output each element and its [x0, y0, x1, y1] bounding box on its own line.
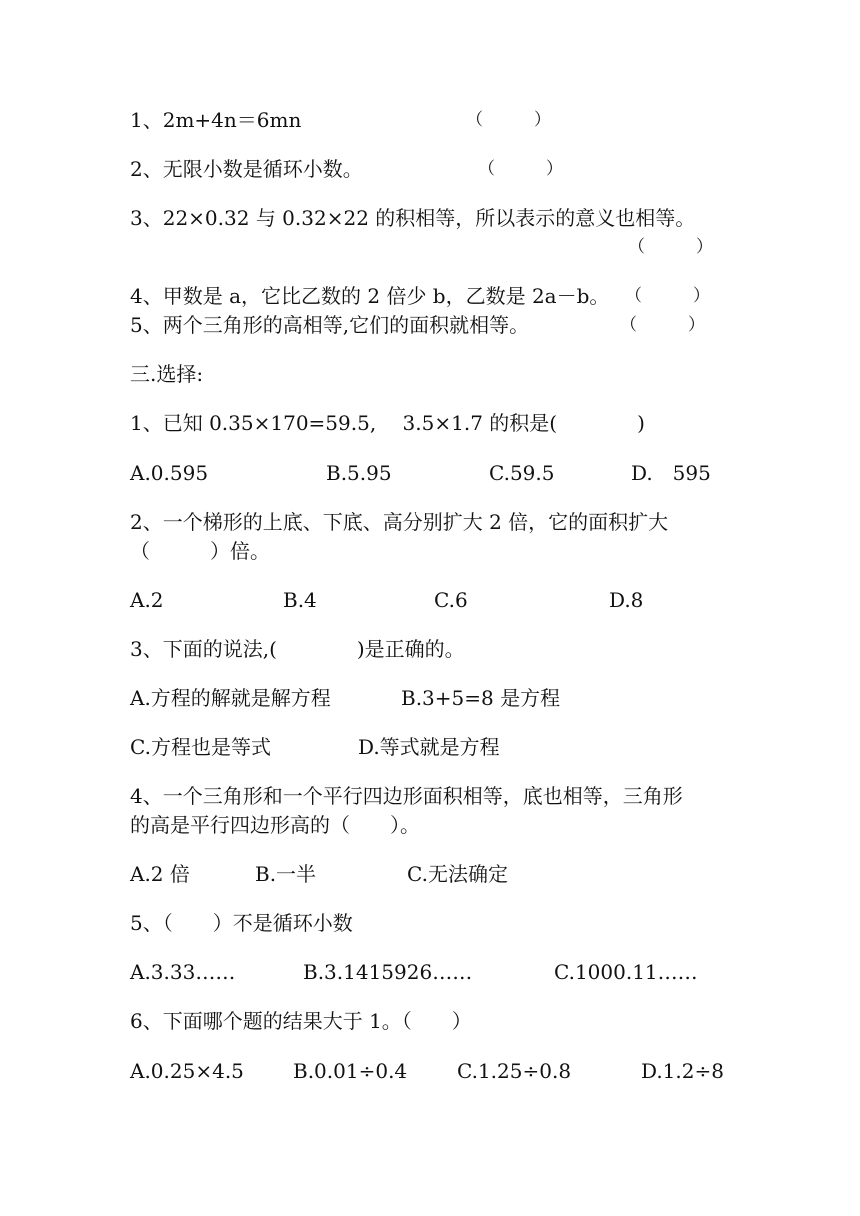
judge-q1-answer-blank[interactable]: （ ）: [466, 110, 551, 130]
choice-q5-text: 5、（ ）不是循环小数: [130, 911, 353, 935]
judge-q3-answer-blank[interactable]: （ ）: [628, 237, 713, 257]
choice-q3-option-b[interactable]: B.3+5=8 是方程: [401, 686, 561, 710]
choice-q4-option-a[interactable]: A.2 倍: [130, 862, 190, 886]
choice-q4-text-line1: 4、一个三角形和一个平行四边形面积相等，底也相等，三角形: [130, 784, 683, 808]
choice-q1-option-c[interactable]: C.59.5: [489, 461, 555, 485]
choice-q2-text-line2: （ ）倍。: [130, 539, 270, 563]
choice-q4-option-b[interactable]: B.一半: [255, 862, 317, 886]
choice-q6-text: 6、下面哪个题的结果大于 1。（ ）: [130, 1009, 472, 1033]
judge-q5-text: 5、两个三角形的高相等,它们的面积就相等。: [130, 313, 530, 337]
choice-q1-text: 1、已知 0.35×170=59.5, 3.5×1.7 的积是( ): [130, 411, 645, 435]
choice-q3-option-d[interactable]: D.等式就是方程: [358, 735, 500, 759]
choice-q3-text: 3、下面的说法,( )是正确的。: [130, 637, 465, 661]
judge-q2-answer-blank[interactable]: （ ）: [478, 159, 563, 179]
judge-q1-text: 1、2m+4n＝6mn: [130, 108, 302, 132]
choice-q2-text-line1: 2、一个梯形的上底、下底、高分别扩大 2 倍，它的面积扩大: [130, 510, 669, 534]
judge-q3-text: 3、22×0.32 与 0.32×22 的积相等，所以表示的意义也相等。: [130, 206, 696, 230]
choice-q2-option-d[interactable]: D.8: [609, 588, 644, 612]
choice-q3-option-a[interactable]: A.方程的解就是解方程: [130, 686, 331, 710]
choice-q3-option-c[interactable]: C.方程也是等式: [130, 735, 271, 759]
choice-q2-option-c[interactable]: C.6: [434, 588, 468, 612]
choice-q1-option-a[interactable]: A.0.595: [130, 461, 209, 485]
judge-q4-answer-blank[interactable]: （ ）: [625, 286, 710, 306]
judge-q2-text: 2、无限小数是循环小数。: [130, 157, 363, 181]
choice-q4-option-c[interactable]: C.无法确定: [407, 862, 508, 886]
choice-q6-option-c[interactable]: C.1.25÷0.8: [457, 1059, 572, 1083]
choice-q6-option-a[interactable]: A.0.25×4.5: [130, 1059, 244, 1083]
choice-q4-text-line2: 的高是平行四边形高的（ ）。: [130, 813, 420, 837]
choice-q5-option-b[interactable]: B.3.1415926……: [303, 960, 473, 984]
choice-q6-option-d[interactable]: D.1.2÷8: [641, 1059, 724, 1083]
choice-q2-option-b[interactable]: B.4: [283, 588, 317, 612]
section-title: 三.选择:: [130, 362, 204, 386]
choice-q1-option-d[interactable]: D. 595: [631, 461, 711, 485]
choice-q2-option-a[interactable]: A.2: [130, 588, 164, 612]
choice-q1-option-b[interactable]: B.5.95: [326, 461, 392, 485]
choice-q5-option-a[interactable]: A.3.33……: [130, 960, 236, 984]
judge-q4-text: 4、甲数是 a，它比乙数的 2 倍少 b，乙数是 2a－b。: [130, 284, 610, 308]
choice-q6-option-b[interactable]: B.0.01÷0.4: [293, 1059, 408, 1083]
judge-q5-answer-blank[interactable]: （ ）: [620, 315, 705, 335]
choice-q5-option-c[interactable]: C.1000.11……: [554, 960, 698, 984]
